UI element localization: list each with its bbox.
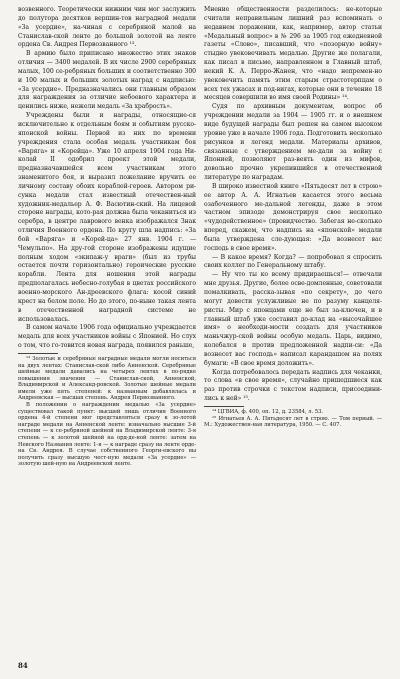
footnotes	[204, 409, 382, 429]
paragraph: В широко известной книге «Пятьдесят лет в строю» ее автор А. А. Игнатьев касается этого весьма озабоченного ме-дальной легенды, даже в этом частном эпизоде демонстрируя свое несколько «чудодейственное» (провидчество. Забегая не-сколько вперед, скажем, что надпись на «японской» медали была утверждена сле-дующая: «Да вознесет вас господь в свое время».	[204, 182, 382, 252]
paragraph: возвенного. Теоретически нижним чин мог заслужить до полутора десятков вершин-тов наградной медали «За усердие», на-чиная с серебряной малой на Станислав-ской ленте до большой золотой на ленте ордена Св. Андрея Первозванного ¹³.	[18, 6, 196, 49]
left-column	[18, 6, 196, 468]
footnote: ¹⁴ ЦГВИА, ф. 400, оп. 12, д. 23584, л. 53.	[212, 408, 324, 415]
paragraph: Мнение общественности разделилось: не-которые считали неправильным лишний раз вспоминать о недавнем поражении, как, например, автор статьи «Медальный вопрос» в № 296 за 1905 год ежедневной газеты «Слово», писавший, что «позорную войну» стыдно увековечивать медалью. Другие же полагали, как писал в письме, направленном в Главный штаб, некий К. А. Перро-Жанен, что «надо непремен-но увековечить память этим старым страстотерпцам о всех тех ужасах и под-вигах, которые они в течение 18 месяцев совершили во имя своей Родины» ¹⁴.	[204, 6, 382, 102]
right-column	[204, 6, 382, 429]
footnote: В положении о награждении медалью «За усердие» существовал такой пункт: высшей лишь отличия Военного ордена 4-й степени мог представляться сразу к зо-лотой награде медали на Анненской ленте: изначально высшие 3-й степени — к се-ребряной шейной на Владимирской ленте: 3-я степень — к золотой шейной на орд-де-ной ленте: затем на Невского Названия ленте: 1-я — к награде сразу на ленте орде-на Св. Андрея. В случае собственного Георги-евского вы получить сразу высшую чест-ную медали «За усердие» — золотую шей-ную на Андреевской ленте.	[18, 402, 196, 468]
page-number: 84	[18, 661, 28, 670]
footnote: ¹⁵ Игнатьев А. А. Пятьдесят лет в строю. — Том первый. — М.: Художествен-ная литература, 1950. — С. 407.	[204, 415, 382, 429]
paragraph: Судя по архивным документам, вопрос об учреждении медали за 1904 — 1905 гг. и о внешнем виде будущей награды был решен на самом высоком уровне уже в начале 1906 года. Подготовить несколько рисунков и легенд медали. Материалы архивов, связанные с утверждением ме-дали за войну с Японией, позволяют раз-веять один из мифов, довольно прочно укрепившийся в отечественной литературе по наградам.	[204, 103, 383, 182]
footnote: ¹³ Золотые и серебряные наградные медали могли носиться на двух лентах: Станислав-ской либо Анненской. Серебряные шейные медали давались на четырех лентах в по-рядке повышения значения — Станислав-ской, Анненской, Владимирской и Александ-ровской. Золотые шейные медали имели уже пять степеней: к названным добавлялась и Андреевская — высшая степень. Андрея Первозванного.	[18, 355, 196, 402]
paragraph: Когда потребовалось передать надпись для чеканки, то слова «в свое время», случайно пришедшиеся как раз против строчки с текстом надписи, присоедини-лись к ней» ¹⁵.	[204, 368, 382, 403]
footnote-divider	[18, 353, 58, 354]
paragraph: В армию было приписано множество этих знаков отличия — 3400 медалей. В их числе 2900 серебряных малых, 100 се-ребряных больших и соответственно 300 и 100 малых и больших золотых наград с надписью: «За усердие». Предназначались они главным образом для награждения за отличие небоевого характера и ценились ниже, нежели медаль «За храбрость».	[18, 50, 196, 111]
footnotes	[18, 356, 196, 468]
paragraph: В самом начале 1906 года официально учреждается медаль для всех участников войны с Японией. Но слух о том, что го-товится новая награда, появился раньше,	[18, 324, 196, 350]
paragraph: — Ну что ты ко всему придираешься!— отвечали мне друзья. Другие, более осве-домленные, советовали помалкивать, расска-зывая «по секрету», до чего могут довести услужливые не по разуму канцеля-ристы. Мир с японцами еще не был за-ключен, и в главный штаб уже составил до-клад на «высочайшее имя» о необходи-мости создать для участников маньчжур-ской войны особую медаль. Царь, видимо, колебался в против предложенной надпи-си: «Да вознесет вас господь» написал карандашом на полях бумаги: «В свое время доложить».	[204, 271, 382, 367]
footnote-divider	[204, 406, 244, 407]
paragraph: Учреждены были и награды, относящие-ся исключительно к отдельным боям и событиям русско-японской войны. Первой из них по времени учреждения стала особая медаль участникам боя «Варяга» и «Корейца». Уже 10 апреля 1904 года Ни-колай II одобрил проект этой медали, предназначавшейся всем участникам этого знаменитого боя, и выразил пожелание вручить ее личному составу обоих кораблей-героев. Автором ри-сунка медали стал известный отечествен-ный художник-медальер А. Ф. Васютин-ский. На лицевой стороне награды, кото-рая должна была чеканиться из серебра, в центре лаврового венка изображался Знак отличия Военного ордена. По кругу шла надпись: «За бой «Варяга» и «Корей-ца» 27 янв. 1904 г. — Чемульпо». На дру-гой стороне изображены идущие полным ходом «экипаж-у враги» (был из трубы остается почти горизонтально) героические русские корабли. Лента для ношения этой награды предполагалась небесно-голубая в цветах российского военно-морского Ан-дреевского флага: косой синий крест на белом поле. Но до этого, по-ныне такая лента в отечественной наградной системе не использовалась.	[18, 112, 196, 323]
paragraph: — В какое время? Когда? — попробовал я спросить своих коллег по Генеральному штабу.	[204, 253, 382, 270]
